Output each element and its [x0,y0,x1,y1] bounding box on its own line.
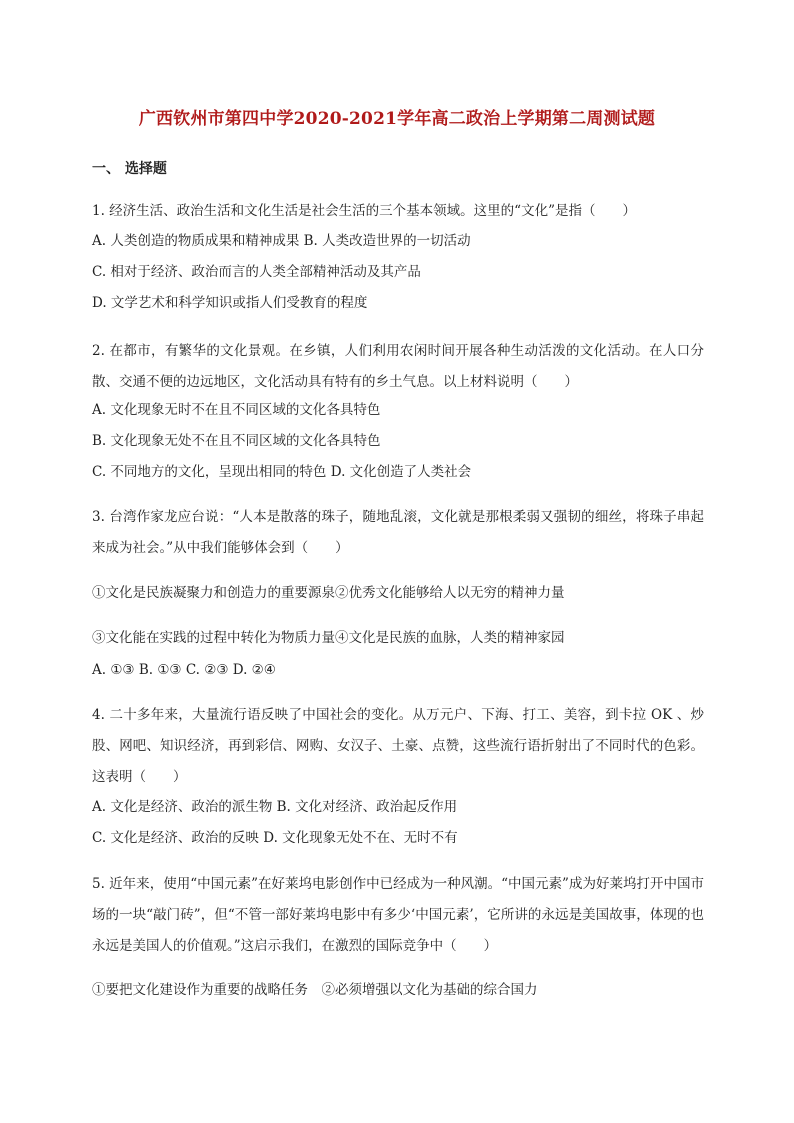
q1-options-ab: A. 人类创造的物质成果和精神成果 B. 人类改造世界的一切活动 [92,233,471,249]
q2-option-a: A. 文化现象无时不在且不同区域的文化各具特色 [92,402,381,418]
q3-items-1-2: ①文化是民族凝聚力和创造力的重要源泉②优秀文化能够给人以无穷的精神力量 [92,585,565,601]
section-heading: 一、 选择题 [92,161,167,177]
q3-options: A. ①③ B. ①③ C. ②③ D. ②④ [92,662,276,678]
q4-options-cd: C. 文化是经济、政治的反映 D. 文化现象无处不在、无时不有 [92,830,458,846]
q3-stem: 3. 台湾作家龙应台说：“人本是散落的珠子，随地乱滚，文化就是那根柔弱又强韧的细丝，将珠子串起来成为社会。”从中我们能够体会到（ ） [92,509,704,556]
q2-options-cd: C. 不同地方的文化，呈现出相同的特色 D. 文化创造了人类社会 [92,464,472,480]
q5-stem: 5. 近年来，使用“中国元素”在好莱坞电影创作中已经成为一种风潮。“中国元素”成为好莱坞打开中国市场的一块“敲门砖”，但“不管一部好莱坞电影中有多少‘中国元素’，它所讲的永远是美国故事，体现的也永远是美国人的价值观。”这启示我们，在激烈的国际竞争中（ ） [92,876,704,954]
q2-option-b: B. 文化现象无处不在且不同区域的文化各具特色 [92,433,381,449]
q2-stem: 2. 在都市，有繁华的文化景观。在乡镇，人们利用农闲时间开展各种生动活泼的文化活动。在人口分散、交通不便的边远地区，文化活动具有特有的乡土气息。以上材料说明（ ） [92,343,704,390]
q3-items-3-4: ③文化能在实践的过程中转化为物质力量④文化是民族的血脉，人类的精神家园 [92,630,565,646]
q1-option-d: D. 文学艺术和科学知识或指人们受教育的程度 [92,295,368,311]
q1-stem: 1. 经济生活、政治生活和文化生活是社会生活的三个基本领域。这里的“文化”是指（ ） [92,203,636,219]
document-title: 广西钦州市第四中学2020-2021学年高二政治上学期第二周测试题 [138,109,656,129]
q4-options-ab: A. 文化是经济、政治的派生物 B. 文化对经济、政治起反作用 [92,799,458,815]
q5-items-1-2: ①要把文化建设作为重要的战略任务 ②必须增强以文化为基础的综合国力 [92,982,538,998]
q4-stem: 4. 二十多年来，大量流行语反映了中国社会的变化。从万元户、下海、打工、美容，到卡拉 OK 、炒股、网吧、知识经济，再到彩信、网购、女汉子、土豪、点赞，这些流行语折射出了不同时代的色彩。这表明（ ） [92,707,704,785]
q1-option-c: C. 相对于经济、政治而言的人类全部精神活动及其产品 [92,264,421,280]
